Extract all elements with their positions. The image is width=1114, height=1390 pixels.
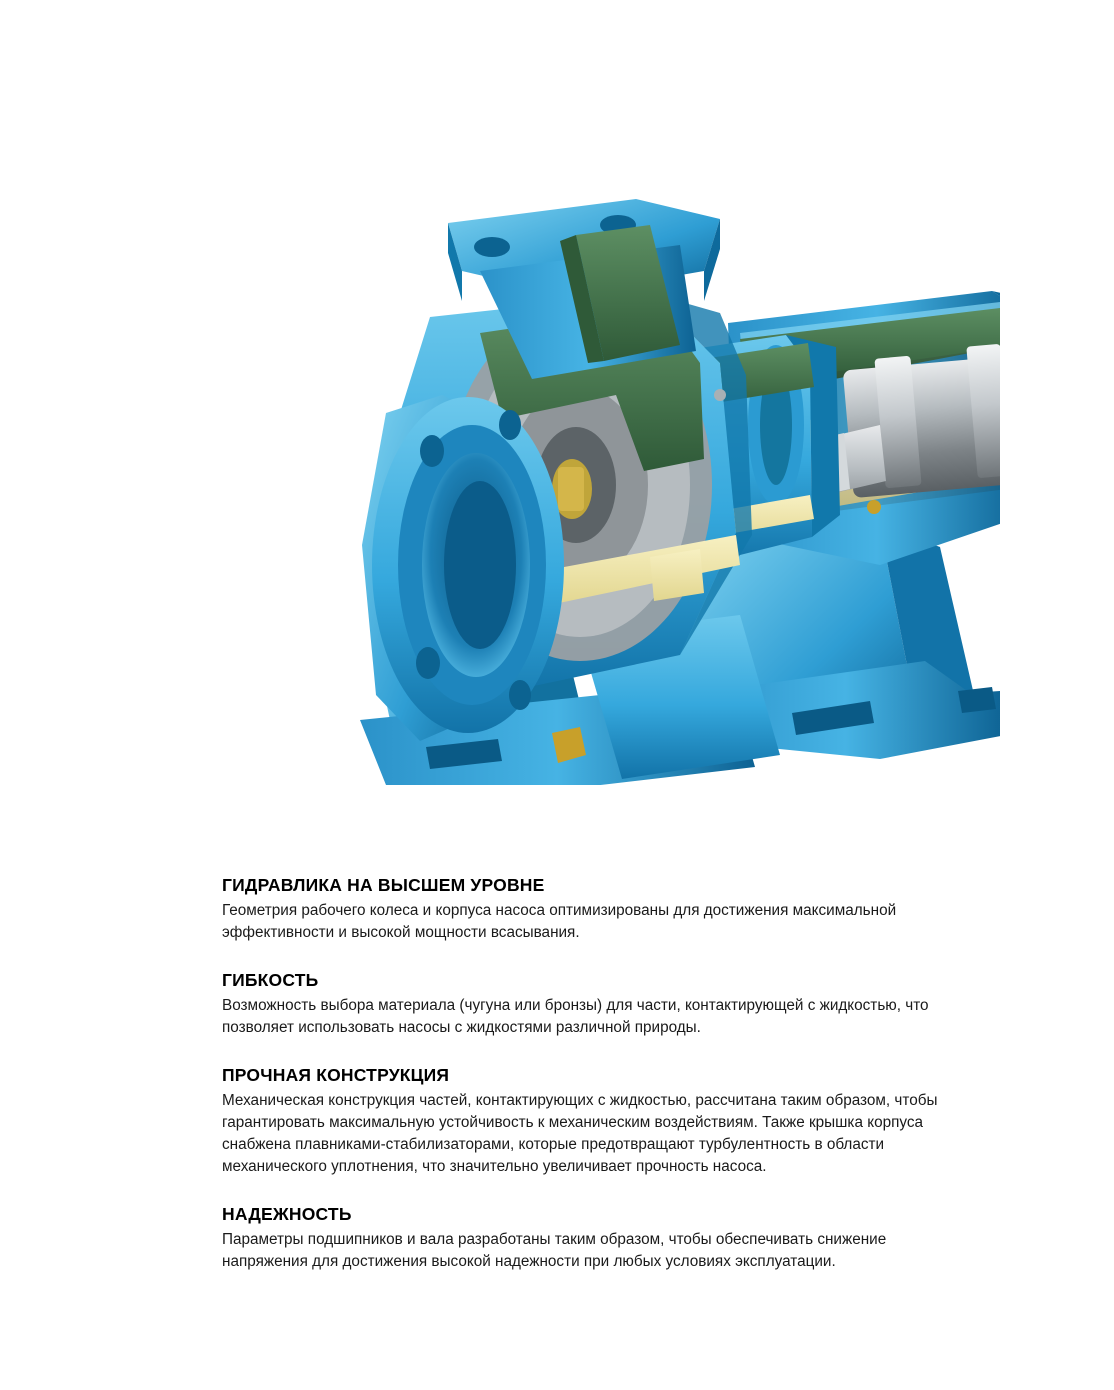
features-text-block	[222, 875, 962, 1273]
section-heading: ГИБКОСТЬ	[222, 969, 319, 990]
feature-section-robust-construction	[222, 1065, 962, 1178]
pump-cutaway-drawing	[180, 95, 1000, 785]
feature-section-flexibility	[222, 970, 962, 1039]
section-heading: ПРОЧНАЯ КОНСТРУКЦИЯ	[222, 1064, 450, 1085]
section-body: Механическая конструкция частей, контактирующих с жидкостью, рассчитана таким образом, чтобы гарантировать максимальную устойчивость к механическим воздействиям. Также крышка корпуса снабжена плавниками-стабилизаторами, которые предотвращают турбулентность в области механического уплотнения, что значительно увеличивает прочность насоса.	[222, 1091, 938, 1175]
section-heading: ГИДРАВЛИКА НА ВЫСШЕМ УРОВНЕ	[222, 875, 545, 895]
section-body: Возможность выбора материала (чугуна или бронзы) для части, контактирующей с жидкостью, что позволяет использовать насосы с жидкостями различной природы.	[222, 996, 929, 1036]
pump-cutaway-illustration	[180, 95, 1000, 785]
section-body: Параметры подшипников и вала разработаны таким образом, чтобы обеспечивать снижение напряжения для достижения высокой надежности при любых условиях эксплуатации.	[222, 1230, 887, 1270]
section-heading: НАДЕЖНОСТЬ	[222, 1203, 352, 1224]
feature-section-hydraulics	[222, 875, 962, 944]
section-body: Геометрия рабочего колеса и корпуса насоса оптимизированы для достижения максимальной эффективности и высокой мощности всасывания.	[222, 901, 897, 941]
feature-section-reliability	[222, 1204, 962, 1273]
